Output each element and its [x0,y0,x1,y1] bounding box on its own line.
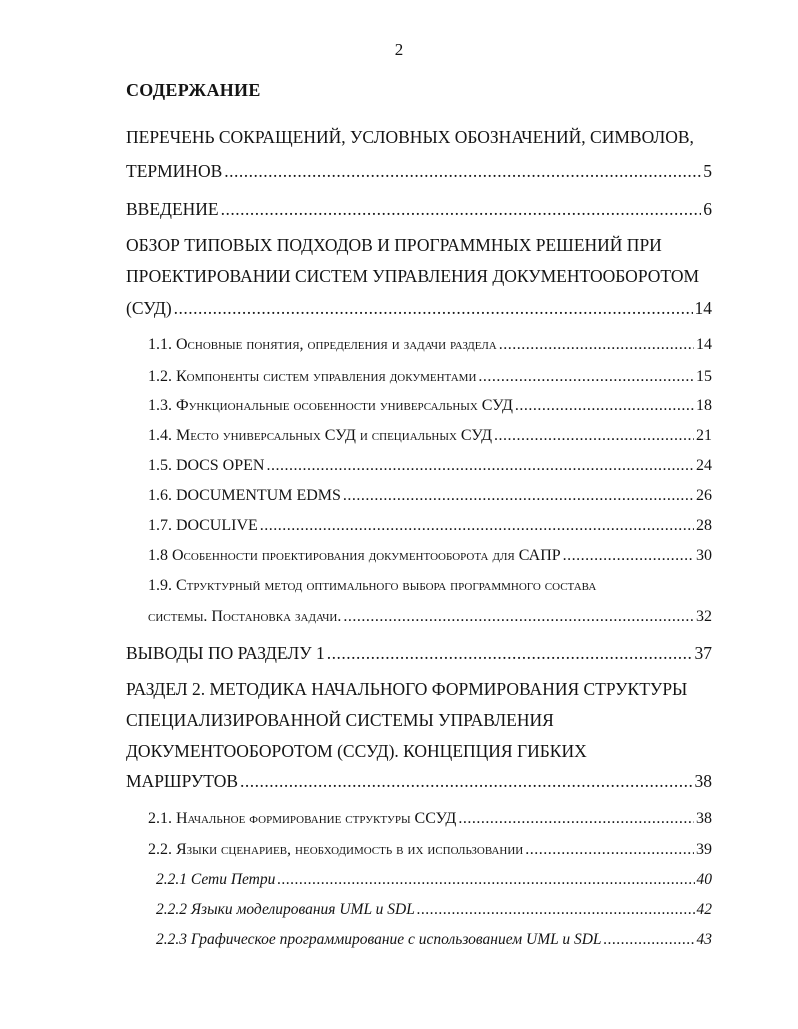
leader-dots [525,839,694,861]
leader-dots [604,929,695,951]
leader-dots [224,160,701,182]
toc-page-number: 14 [694,298,712,318]
toc-entry-text: ВВЕДЕНИЕ [126,199,219,219]
leader-dots [343,606,694,628]
toc-entry-2-2-3[interactable] [156,929,712,951]
toc-entry-text: 1.9. Структурный метод оптимального выбора программного состава [148,577,597,594]
leader-dots [240,770,692,792]
leader-dots [327,642,693,664]
leader-dots [563,545,694,567]
toc-entry-overview[interactable] [126,297,712,319]
toc-entry-text: 2.2. Языки сценариев, необходимость в их использовании [148,841,524,858]
toc-page-number: 42 [696,901,712,918]
leader-dots [266,455,694,477]
leader-dots [417,899,695,921]
toc-entry-introduction[interactable] [126,198,712,220]
toc-entry-text: 2.2.2 Языки моделирования UML и SDL [156,901,415,918]
toc-entry-2-1[interactable] [148,808,712,830]
toc-entry-1-6[interactable] [148,485,712,507]
toc-page-number: 14 [696,336,712,353]
toc-page-number: 28 [696,517,712,534]
leader-dots [499,334,694,356]
toc-page-number: 15 [696,368,712,385]
toc-page-number: 43 [696,931,712,948]
toc-entry-1-4[interactable] [148,425,712,447]
leader-dots [458,808,694,830]
toc-page-number: 32 [696,608,712,625]
toc-entry-1-1[interactable] [148,334,712,356]
toc-page-number: 39 [696,841,712,858]
toc-entry-text: 2.1. Начальное формирование структуры ССУД [148,810,457,827]
toc-page-number: 5 [703,161,712,181]
toc-entry-text: СПЕЦИАЛИЗИРОВАННОЙ СИСТЕМЫ УПРАВЛЕНИЯ [126,710,554,730]
toc-entry-text: 1.8 Особенности проектирования документооборота для САПР [148,547,561,564]
toc-entry-text: ВЫВОДЫ ПО РАЗДЕЛУ 1 [126,643,325,663]
toc-entry-abbreviations[interactable] [126,160,712,182]
toc-entry-1-2[interactable] [148,366,712,388]
toc-entry-text: 1.4. Место универсальных СУД и специальных СУД [148,427,492,444]
toc-page-number: 21 [696,427,712,444]
toc-entry-1-9[interactable] [148,606,712,628]
toc-entry-2-2-1[interactable] [156,869,712,891]
toc-entry-section-2-line3 [126,740,712,762]
leader-dots [174,297,693,319]
leader-dots [221,198,702,220]
leader-dots [260,515,694,537]
toc-entry-overview-line2 [126,265,712,287]
leader-dots [494,425,694,447]
page-title: СОДЕРЖАНИЕ [126,80,261,100]
toc-page-number: 24 [696,457,712,474]
page-number: 2 [394,40,404,59]
toc-entry-text: системы. Постановка задачи. [148,608,342,625]
toc-page-number: 40 [696,871,712,888]
toc-entry-text: ТЕРМИНОВ [126,161,223,181]
toc-page-number: 38 [694,771,712,791]
toc-entry-text: ОБЗОР ТИПОВЫХ ПОДХОДОВ И ПРОГРАММНЫХ РЕШЕНИЙ ПРИ [126,235,662,255]
toc-entry-1-7[interactable] [148,515,712,537]
toc-entry-text: (СУД) [126,298,172,318]
toc-page-number: 18 [696,397,712,414]
toc-entry-text: 2.2.1 Сети Петри [156,871,276,888]
toc-entry-text: 1.1. Основные понятия, определения и задачи раздела [148,336,497,353]
toc-entry-text: ПЕРЕЧЕНЬ СОКРАЩЕНИЙ, УСЛОВНЫХ ОБОЗНАЧЕНИЙ, СИМВОЛОВ, [126,127,694,147]
toc-page-number: 26 [696,487,712,504]
toc-entry-text: 1.2. Компоненты систем управления документами [148,368,477,385]
toc-entry-text: ПРОЕКТИРОВАНИИ СИСТЕМ УПРАВЛЕНИЯ ДОКУМЕНТООБОРОТОМ [126,266,700,286]
toc-entry-1-9-line1 [148,575,712,597]
leader-dots [277,869,694,891]
toc-entry-conclusions-1[interactable] [126,642,712,664]
toc-page-number: 30 [696,547,712,564]
leader-dots [343,485,694,507]
toc-page-number: 6 [703,199,712,219]
toc-entry-section-2-line1 [126,678,712,700]
toc-entry-text: РАЗДЕЛ 2. МЕТОДИКА НАЧАЛЬНОГО ФОРМИРОВАНИЯ СТРУКТУРЫ [126,679,688,699]
leader-dots [478,366,694,388]
toc-entry-1-5[interactable] [148,455,712,477]
toc-entry-text: 1.3. Функциональные особенности универсальных СУД [148,397,513,414]
toc-page-number: 37 [694,643,712,663]
toc-entry-text: 2.2.3 Графическое программирование с использованием UML и SDL [156,931,602,948]
toc-entry-section-2[interactable] [126,770,712,792]
toc-entry-text: 1.7. DOCULIVE [148,517,258,534]
toc-entry-2-2-2[interactable] [156,899,712,921]
toc-entry-overview-line1 [126,234,712,256]
toc-page-number: 38 [696,810,712,827]
toc-entry-2-2[interactable] [148,839,712,861]
toc-entry-text: МАРШРУТОВ [126,771,239,791]
toc-entry-section-2-line2 [126,709,712,731]
leader-dots [515,395,694,417]
toc-entry-text: 1.6. DOCUMENTUM EDMS [148,487,341,504]
toc-entry-text: ДОКУМЕНТООБОРОТОМ (ССУД). КОНЦЕПЦИЯ ГИБКИХ [126,741,587,761]
toc-entry-text: 1.5. DOCS OPEN [148,457,265,474]
toc-entry-1-3[interactable] [148,395,712,417]
toc-entry-abbreviations-line1 [126,126,712,148]
toc-entry-1-8[interactable] [148,545,712,567]
